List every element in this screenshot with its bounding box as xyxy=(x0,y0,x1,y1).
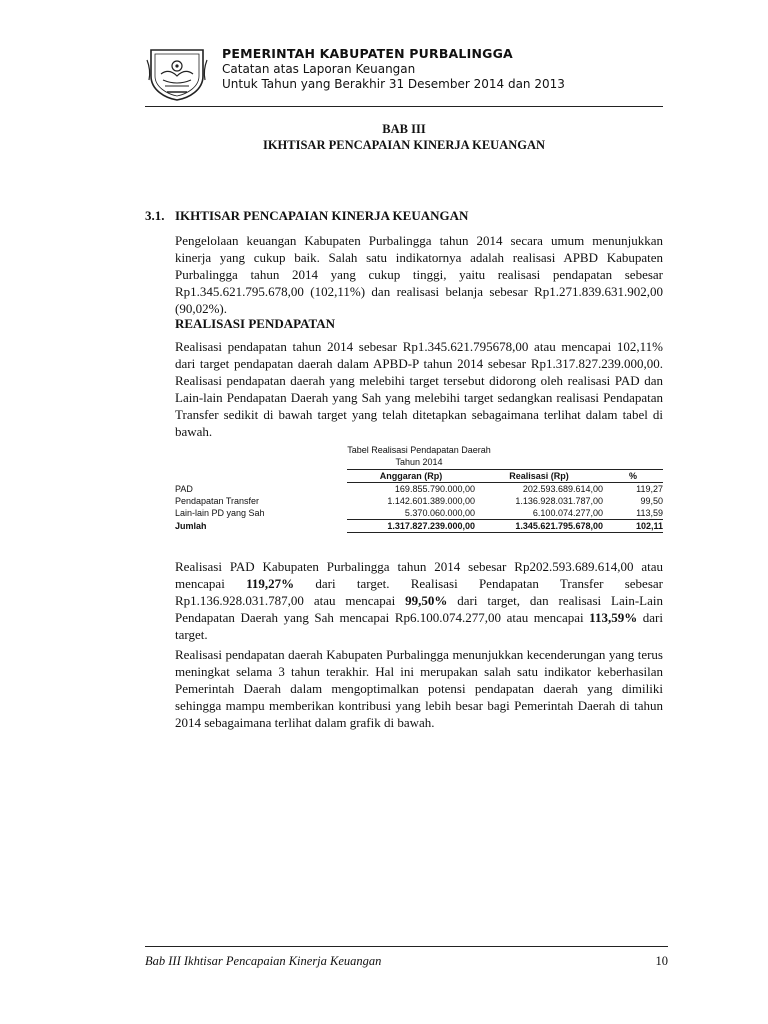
table-header-row xyxy=(175,470,663,483)
col-header-anggaran: Anggaran (Rp) xyxy=(347,470,475,483)
para3-text-g: dari target. xyxy=(175,610,663,642)
footer-title: Bab III Ikhtisar Pencapaian Kinerja Keuangan xyxy=(145,954,382,968)
subheading-realisasi-pendapatan: REALISASI PENDAPATAN xyxy=(175,316,335,331)
paragraph-realisasi-detail xyxy=(175,558,663,643)
chapter-title: IKHTISAR PENCAPAIAN KINERJA KEUANGAN xyxy=(262,138,546,152)
regency-emblem xyxy=(145,46,209,102)
cell-percent: 99,50 xyxy=(640,496,663,506)
section-title: IKHTISAR PENCAPAIAN KINERJA KEUANGAN xyxy=(175,208,469,223)
cell-percent: 113,59 xyxy=(636,508,663,518)
para3-text-a: Realisasi PAD Kabupaten Purbalingga tahun 2014 sebesar Rp202.593.689.614,00 atau mencapai xyxy=(175,559,663,591)
total-realisasi: 1.345.621.795.678,00 xyxy=(475,520,603,533)
table-caption: Tabel Realisasi Pendapatan Daerah xyxy=(347,445,491,455)
pad-percent: 119,27% xyxy=(246,576,295,591)
header-subtitle: Catatan atas Laporan Keuangan xyxy=(222,62,416,76)
paragraph-summary: Pengelolaan keuangan Kabupaten Purbalingga tahun 2014 secara umum menunjukkan kinerja yang cukup baik. Salah satu indikatornya adalah realisasi APBD Kabupaten Purbalingga tahun 2014 yang cukup tinggi, yaitu realisasi pendapatan sebesar Rp1.345.621.795.678,00 (102,11%) dan realisasi belanja sebesar Rp1.271.839.631.902,00 (90,02%). xyxy=(175,233,663,316)
total-label: Jumlah xyxy=(175,521,207,531)
table-total-row xyxy=(175,520,663,533)
footer-rule xyxy=(145,946,668,947)
table-row xyxy=(175,495,663,507)
cell-percent: 119,27 xyxy=(636,484,663,494)
paragraph-realisasi: Realisasi pendapatan tahun 2014 sebesar Rp1.345.621.795678,00 atau mencapai 102,11% dari target pendapatan daerah dalam APBD-P tahun 2014 sebesar Rp1.317.827.239.000,00. Realisasi pendapatan daerah yang melebihi target tersebut didorong oleh realisasi PAD dan Lain-lain Pendapatan Daerah yang Sah yang melebihi target sedangkan realisasi Pendapatan Transfer sedikit di bawah target yang telah ditetapkan sebagaimana terlihat dalam tabel di bawah. xyxy=(175,339,663,439)
table-caption-year: Tahun 2014 xyxy=(395,457,443,467)
total-anggaran: 1.317.827.239.000,00 xyxy=(347,520,475,533)
header-period: Untuk Tahun yang Berakhir 31 Desember 2014 dan 2013 xyxy=(222,77,565,91)
row-label: Pendapatan Transfer xyxy=(175,496,260,506)
cell-anggaran: 1.142.601.389.000,00 xyxy=(387,496,475,506)
revenue-table xyxy=(175,469,663,533)
table-row xyxy=(175,507,663,520)
header-rule xyxy=(145,106,663,107)
para3-text-e: dari target, dan realisasi Lain-Lain Pendapatan Daerah yang Sah mencapai Rp6.100.074.277,00 atau mencapai xyxy=(175,593,663,625)
row-label: PAD xyxy=(175,483,193,494)
table-row xyxy=(175,483,663,496)
paragraph-trend: Realisasi pendapatan daerah Kabupaten Purbalingga menunjukkan kecenderungan yang terus meningkat selama 3 tahun terakhir. Hal ini merupakan salah satu indikator keberhasilan Pemerintah Daerah dalam mengoptimalkan potensi pendapatan daerah yang dimiliki sehingga mampu memberikan kontribusi yang lebih besar bagi Pemerintah Daerah di tahun 2014 sebagaimana terlihat dalam grafik di bawah. xyxy=(175,647,663,730)
cell-anggaran: 5.370.060.000,00 xyxy=(404,508,475,518)
total-percent: 102,11 xyxy=(603,520,663,533)
page-number: 10 xyxy=(655,954,668,968)
header-org: PEMERINTAH KABUPATEN PURBALINGGA xyxy=(222,46,513,61)
col-header-realisasi: Realisasi (Rp) xyxy=(475,470,603,483)
cell-realisasi: 1.136.928.031.787,00 xyxy=(515,496,603,506)
row-label: Lain-lain PD yang Sah xyxy=(175,508,265,519)
section-number: 3.1. xyxy=(145,208,165,223)
chapter-label: BAB III xyxy=(382,122,426,136)
lainlain-percent: 113,59% xyxy=(589,610,638,625)
cell-realisasi: 6.100.074.277,00 xyxy=(532,508,603,518)
cell-realisasi: 202.593.689.614,00 xyxy=(522,484,603,494)
col-header-percent: % xyxy=(603,470,663,483)
cell-anggaran: 169.855.790.000,00 xyxy=(394,484,475,494)
transfer-percent: 99,50% xyxy=(405,593,448,608)
para3-text-c: dari target. Realisasi Pendapatan Transfer sebesar Rp1.136.928.031.787,00 atau mencapai xyxy=(175,576,663,608)
